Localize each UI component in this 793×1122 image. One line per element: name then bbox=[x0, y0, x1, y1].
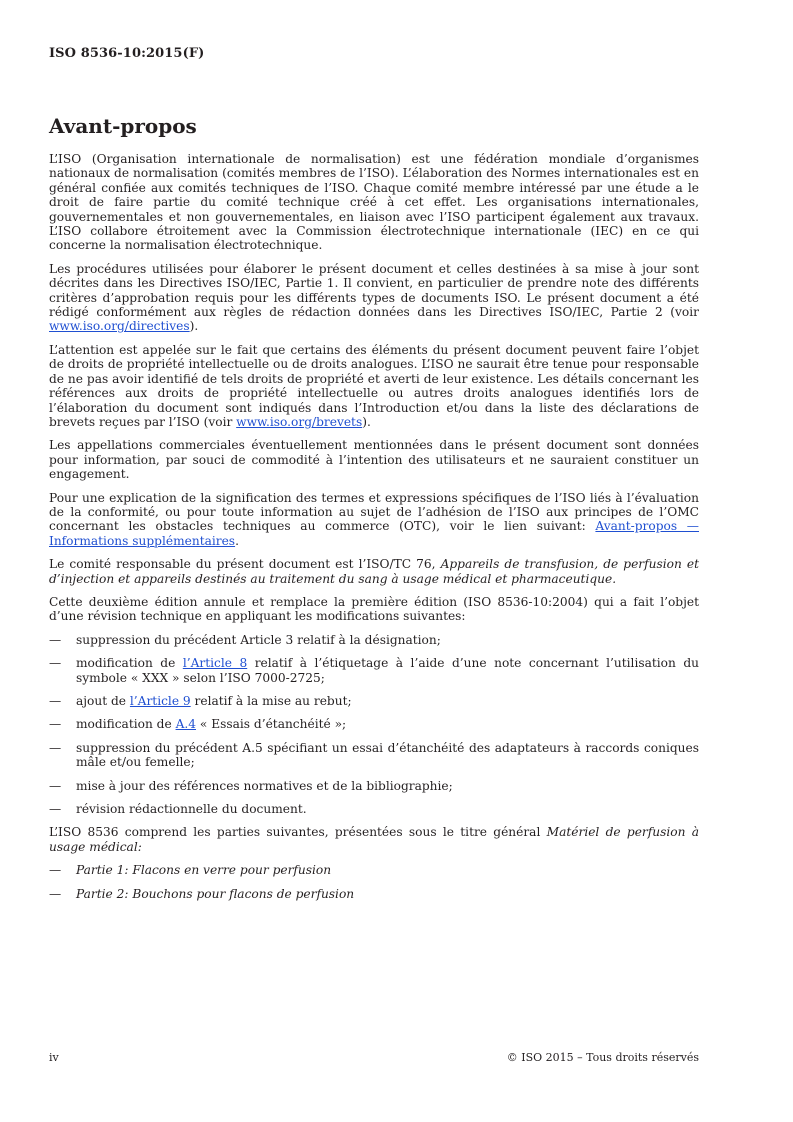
paragraph-iso-intro: L’ISO (Organisation internationale de normalisation) est une fédération mondiale d’organismes nationaux de normalisation (comités membres de l’ISO). L’élaboration des Normes internationales est en général confiée aux comités techniques de l’ISO. Chaque comité membre intéressé par une étude a le droit de faire partie du comité technique créé à cet effet. Les organisations internationales, gouvernementales et non gouvernementales, en liaison avec l’ISO participent également aux travaux. L’ISO collabore étroitement avec la Commission électrotechnique internationale (IEC) en ce qui concerne la normalisation électrotechnique. bbox=[49, 152, 699, 253]
page-footer bbox=[49, 1051, 699, 1064]
document-id-header: ISO 8536-10:2015(F) bbox=[49, 46, 205, 61]
list-item: — suppression du précédent Article 3 relatif à la désignation; bbox=[49, 632, 441, 647]
list-item: — mise à jour des références normatives et de la bibliographie; bbox=[49, 778, 453, 793]
list-item: — ajout de l’Article 9 relatif à la mise au rebut; bbox=[49, 694, 352, 708]
link-iso-directives[interactable]: www.iso.org/directives bbox=[49, 319, 190, 334]
paragraph-edition: Cette deuxième édition annule et remplace la première édition (ISO 8536-10:2004) qui a fait l’objet d’une révision technique en appliquant les modifications suivantes: bbox=[49, 594, 699, 624]
list-item: — Partie 2: Bouchons pour flacons de perfusion bbox=[49, 886, 355, 901]
link-foreword-info[interactable]: Avant-propos — Informations supplémentaires bbox=[49, 519, 699, 548]
link-iso-brevets[interactable]: www.iso.org/brevets bbox=[236, 414, 363, 429]
list-item: — suppression du précédent A.5 spécifiant un essai d’étanchéité des adaptateurs à raccords coniques mâle et/ou femelle; bbox=[49, 740, 699, 770]
page-number: iv bbox=[49, 1051, 59, 1064]
paragraph-committee: Le comité responsable du présent document est l’ISO/TC 76, Appareils de transfusion, de perfusion et d’injection et appareils destinés au traitement du sang à usage médical et pharmaceutique. bbox=[49, 557, 699, 586]
paragraph-trade-names: Les appellations commerciales éventuellement mentionnées dans le présent document sont données pour information, par souci de commodité à l’intention des utilisateurs et ne sauraient constituer un engagement. bbox=[49, 438, 699, 482]
link-article-8[interactable]: l’Article 8 bbox=[182, 656, 248, 671]
document-body bbox=[49, 152, 699, 910]
copyright-notice: © ISO 2015 – Tous droits réservés bbox=[506, 1051, 699, 1064]
paragraph-patents: L’attention est appelée sur le fait que certains des éléments du présent document peuvent faire l’objet de droits de propriété intellectuelle ou de droits analogues. L’ISO ne saurait être tenue pour responsable de ne pas avoir identifié de tels droits de propriété et averti de leur existence. Les détails concernant les références aux droits de propriété intellectuelle ou autres droits analogues identifiés lors de l’élaboration du document sont indiqués dans l’Introduction et/ou dans la liste des déclarations de brevets reçues par l’ISO (voir www.iso.org/brevets). bbox=[49, 342, 699, 429]
link-article-9[interactable]: l’Article 9 bbox=[129, 694, 191, 708]
list-item: — modification de l’Article 8 relatif à l’étiquetage à l’aide d’une note concernant l’utilisation du symbole « XXX » selon l’ISO 7000-2725; bbox=[49, 656, 699, 685]
paragraph-parts-intro: L’ISO 8536 comprend les parties suivantes, présentées sous le titre général Matériel de perfusion à usage médical: bbox=[49, 825, 699, 854]
list-item: — révision rédactionnelle du document. bbox=[49, 802, 307, 817]
paragraph-procedures: Les procédures utilisées pour élaborer le présent document et celles destinées à sa mise à jour sont décrites dans les Directives ISO/IEC, Partie 1. Il convient, en particulier de prendre note des différents critères d’approbation requis pour les différents types de documents ISO. Le présent document a été rédigé conformément aux règles de rédaction données dans les Directives ISO/IEC, Partie 2 (voir www.iso.org/directives). bbox=[49, 261, 699, 334]
list-item: — modification de A.4 « Essais d’étanchéité »; bbox=[49, 717, 347, 732]
paragraph-conformity: Pour une explication de la signification des termes et expressions spécifiques de l’ISO liés à l’évaluation de la conformité, ou pour toute information au sujet de l’adhésion de l’ISO aux principes de l’OMC concernant les obstacles techniques au commerce (OTC), voir le lien suivant: Avant-propos — Informations supplémentaires. bbox=[49, 490, 699, 548]
link-a4[interactable]: A.4 bbox=[175, 717, 196, 732]
page-title: Avant-propos bbox=[49, 114, 197, 138]
list-item: — Partie 1: Flacons en verre pour perfusion bbox=[49, 863, 332, 878]
